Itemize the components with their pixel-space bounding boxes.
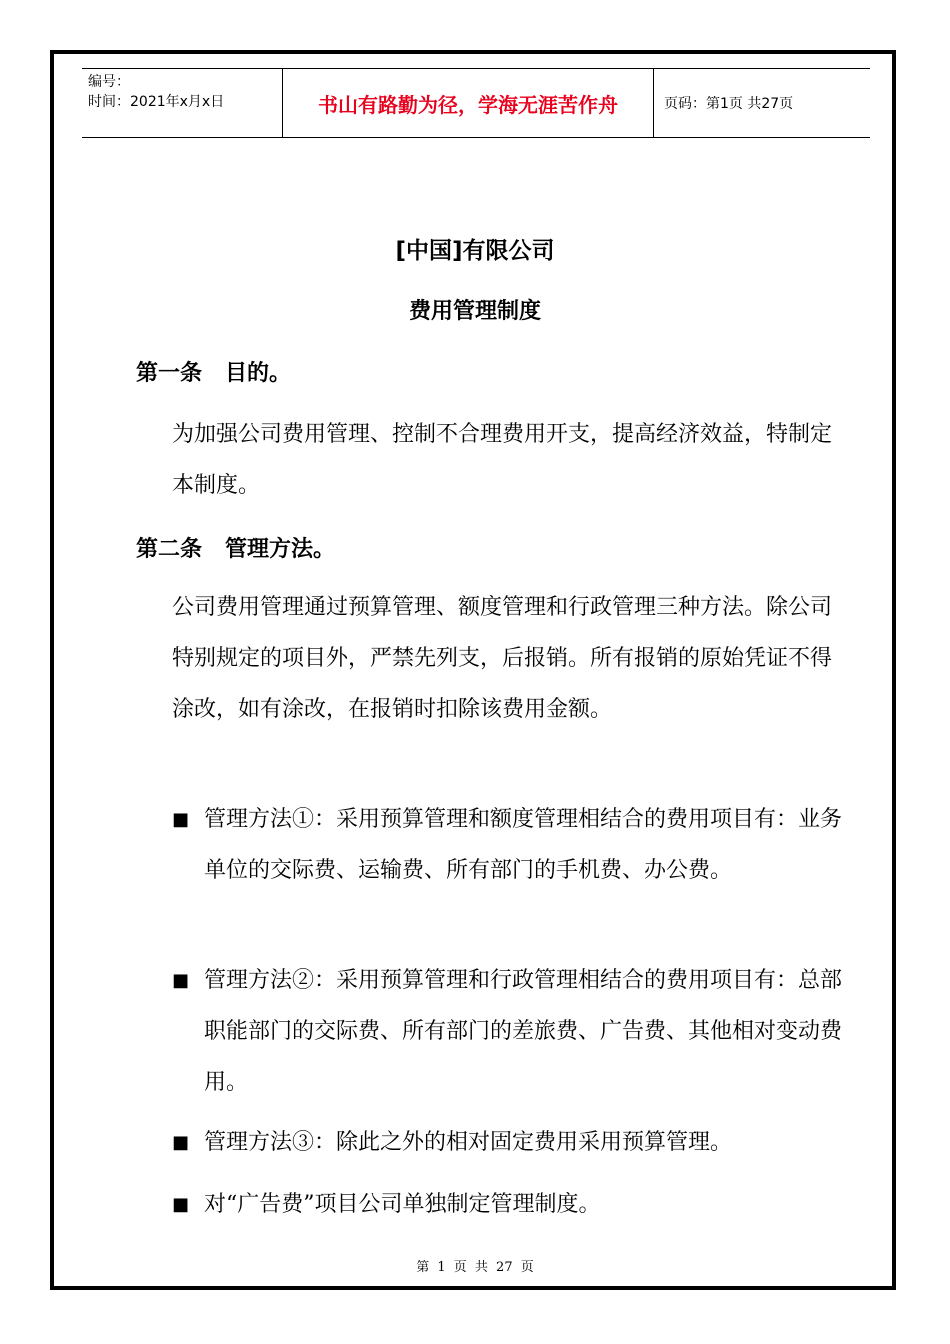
bullet-text: 对“广告费”项目公司单独制定管理制度。 xyxy=(204,1192,601,1217)
bullet-text: 管理方法①：采用预算管理和额度管理相结合的费用项目有：业务单位的交际费、运输费、所有部门的手机费、办公费。 xyxy=(204,807,843,883)
bullet-item xyxy=(172,1179,852,1230)
header-motto: 书山有路勤为径，学海无涯苦作舟 xyxy=(282,69,654,137)
header-page-info: 页码：第1页 共27页 xyxy=(664,96,794,112)
page-footer: 第 1 页 共 27 页 xyxy=(416,1260,534,1275)
bullet-text: 管理方法②：采用预算管理和行政管理相结合的费用项目有：总部职能部门的交际费、所有部门的差旅费、广告费、其他相对变动费用。 xyxy=(204,968,843,1095)
company-name: [中国]有限公司 xyxy=(395,238,555,264)
bullet-text: 管理方法③：除此之外的相对固定费用采用预算管理。 xyxy=(204,1130,733,1155)
article-1-heading: 第一条 目的。 xyxy=(136,361,291,386)
bullet-item xyxy=(172,1117,852,1168)
bullet-item xyxy=(172,794,852,896)
bullet-item xyxy=(172,955,852,1108)
bullet-square-icon: ■ xyxy=(172,809,190,830)
article-2-text: 公司费用管理通过预算管理、额度管理和行政管理三种方法。除公司特别规定的项目外，严禁先列支，后报销。所有报销的原始凭证不得涂改，如有涂改，在报销时扣除该费用金额。 xyxy=(172,595,833,722)
document-number-label: 编号： xyxy=(88,74,130,90)
article-1-text: 为加强公司费用管理、控制不合理费用开支，提高经济效益，特制定本制度。 xyxy=(172,422,833,498)
header-table xyxy=(82,68,870,138)
article-2-heading: 第二条 管理方法。 xyxy=(136,537,335,562)
bullet-square-icon: ■ xyxy=(172,1194,190,1215)
header-meta xyxy=(82,69,282,137)
bullet-square-icon: ■ xyxy=(172,970,190,991)
document-title: 费用管理制度 xyxy=(408,299,541,324)
bullet-square-icon: ■ xyxy=(172,1132,190,1153)
document-time-label: 时间：2021年x月x日 xyxy=(88,94,225,110)
